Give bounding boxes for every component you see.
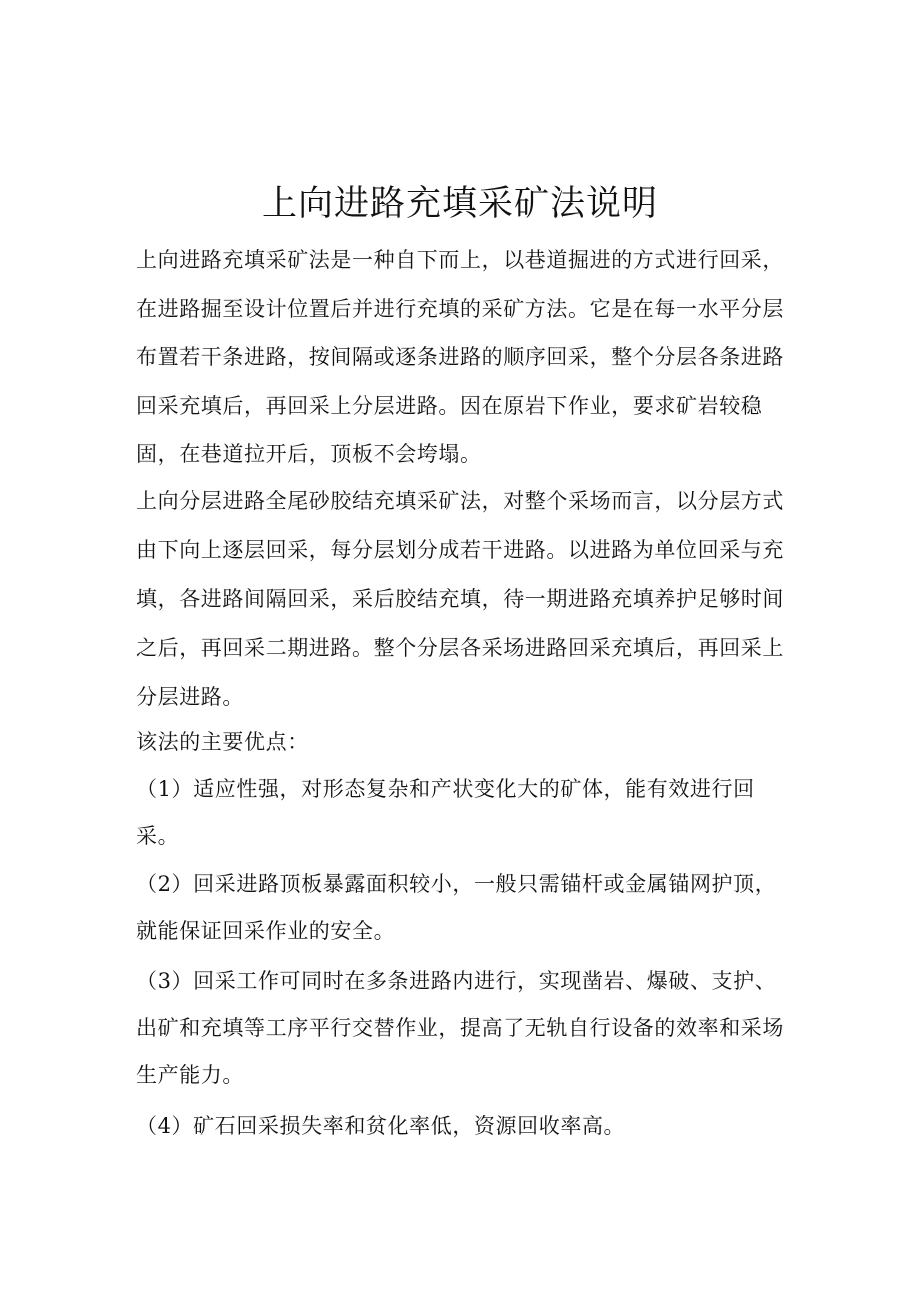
text-line: （3）回采工作可同时在多条进路内进行，实现凿岩、爆破、支护、 [136, 969, 777, 993]
text-line: 分层进路。 [136, 685, 244, 709]
advantages-heading [136, 718, 788, 767]
text-line: 上向分层进路全尾砂胶结充填采矿法，对整个采场而言，以分层方式 [136, 489, 784, 513]
text-line: （1）适应性强，对形态复杂和产状变化大的矿体，能有效进行回 [136, 777, 755, 801]
text-line: 之后，再回采二期进路。整个分层各采场进路回采充填后，再回采上 [136, 636, 784, 660]
text-line: 回采充填后，再回采上分层进路。因在原岩下作业，要求矿岩较稳 [136, 393, 763, 418]
text-line: 采。 [136, 824, 180, 848]
paragraph-method [136, 477, 788, 722]
text-line: 上向进路充填采矿法是一种自下而上，以巷道掘进的方式进行回采， [136, 248, 784, 272]
advantage-item-1 [136, 766, 788, 860]
text-line: 在进路掘至设计位置后并进行充填的采矿方法。它是在每一水平分层 [136, 296, 784, 321]
text-line: 由下向上逐层回采，每分层划分成若干进路。以进路为单位回采与充 [136, 538, 784, 562]
text-line: 固，在巷道拉开后，顶板不会垮塌。 [136, 442, 482, 466]
text-line: （4）矿石回采损失率和贫化率低，资源回收率高。 [136, 1114, 626, 1138]
text-line: 生产能力。 [136, 1063, 244, 1087]
text-line: 就能保证回采作业的安全。 [136, 919, 396, 943]
text-line: 出矿和充填等工序平行交替作业，提高了无轨自行设备的效率和采场 [136, 1016, 784, 1040]
advantage-item-4 [136, 1103, 788, 1150]
heading-line: 该法的主要优点： [136, 730, 309, 754]
text-line: （2）回采进路顶板暴露面积较小，一般只需锚杆或金属锚网护顶， [136, 872, 777, 896]
document-title: 上向进路充填采矿法说明 [261, 184, 658, 224]
text-line: 布置若干条进路，按间隔或逐条进路的顺序回采，整个分层各条进路 [136, 345, 784, 369]
advantage-item-2 [136, 861, 788, 955]
text-line: 填，各进路间隔回采，采后胶结充填，待一期进路充填养护足够时间 [136, 587, 784, 611]
paragraph-intro [136, 236, 788, 479]
advantage-item-3 [136, 958, 788, 1099]
